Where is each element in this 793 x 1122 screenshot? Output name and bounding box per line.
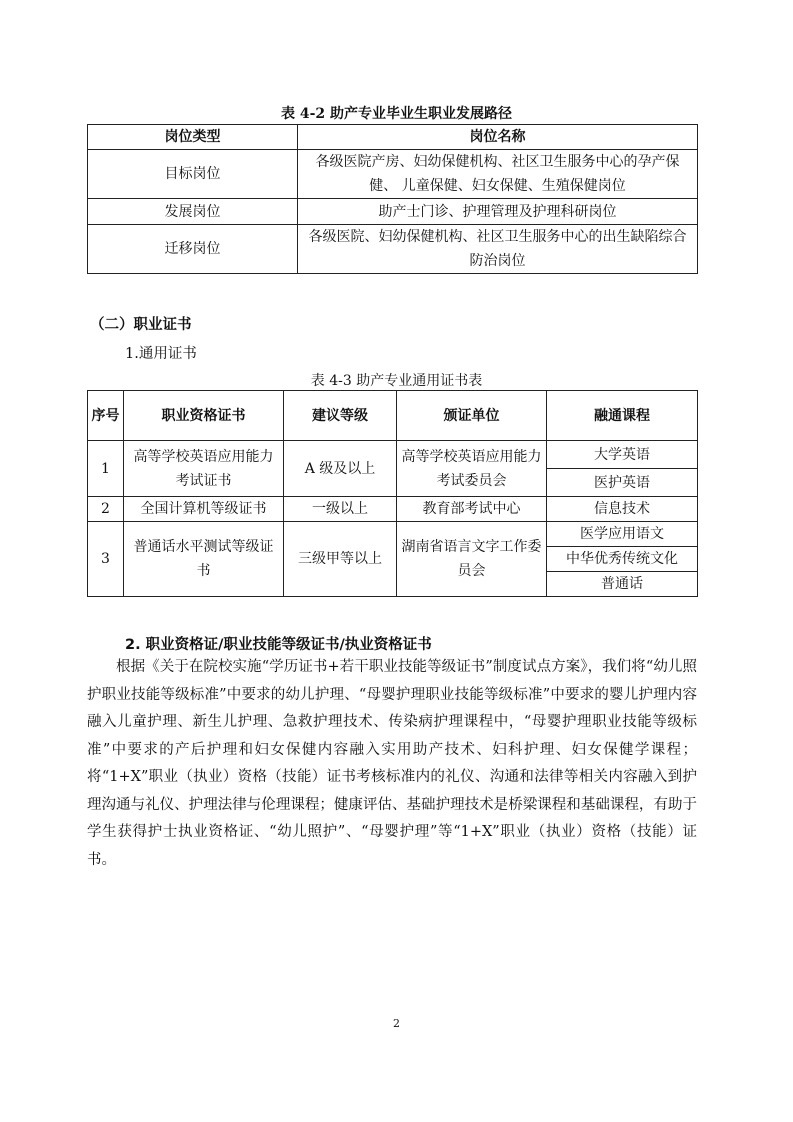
position-type: 目标岗位 bbox=[88, 150, 298, 199]
table-4-3 bbox=[87, 390, 698, 597]
header-level: 建议等级 bbox=[284, 391, 397, 441]
header-cert: 职业资格证书 bbox=[124, 391, 284, 441]
table-row bbox=[88, 522, 698, 547]
table-row bbox=[88, 225, 698, 274]
row-cert: 高等学校英语应用能力考试证书 bbox=[124, 441, 284, 497]
row-course: 中华优秀传统文化 bbox=[547, 547, 698, 572]
table-row bbox=[88, 150, 698, 199]
row-course: 医护英语 bbox=[547, 469, 698, 497]
row-level: 三级甲等以上 bbox=[284, 522, 397, 597]
row-issuer: 教育部考试中心 bbox=[397, 497, 547, 522]
row-no: 1 bbox=[88, 441, 124, 497]
header-courses: 融通课程 bbox=[547, 391, 698, 441]
position-name: 各级医院产房、妇幼保健机构、社区卫生服务中心的孕产保健、 儿童保健、妇女保健、生殖保健岗位 bbox=[298, 150, 698, 199]
subsection-heading-2: 2. 职业资格证/职业技能等级证书/执业资格证书 bbox=[125, 637, 432, 653]
table-4-2 bbox=[87, 124, 698, 274]
table-row bbox=[88, 441, 698, 469]
position-type: 发展岗位 bbox=[88, 199, 298, 225]
row-level: A 级及以上 bbox=[284, 441, 397, 497]
section-heading: （二）职业证书 bbox=[90, 317, 192, 333]
row-course: 医学应用语文 bbox=[547, 522, 698, 547]
row-course: 信息技术 bbox=[547, 497, 698, 522]
position-type: 迁移岗位 bbox=[88, 225, 298, 274]
row-course: 普通话 bbox=[547, 572, 698, 597]
table-4-2-caption: 表 4-2 助产专业毕业生职业发展路径 bbox=[280, 106, 513, 122]
header-no: 序号 bbox=[88, 391, 124, 441]
page-number: 2 bbox=[393, 1017, 400, 1030]
body-paragraph: 根据《关于在院校实施“学历证书+若干职业技能等级证书”制度试点方案》，我们将“幼儿照护职业技能等级标准”中要求的幼儿护理、“母婴护理职业技能等级标准”中要求的婴儿护理内容融入儿童护理、新生儿护理、急救护理技术、传染病护理课程中，“母婴护理职业技能等级标准”中要求的产后护理和妇女保健内容融入实用助产技术、妇科护理、妇女保健学课程；将“1+X”职业（执业）资格（技能）证书考核标准内的礼仪、沟通和法律等相关内容融入到护理沟通与礼仪、护理法律与伦理课程；健康评估、基础护理技术是桥梁课程和基础课程，有助于学生获得护士执业资格证、“幼儿照护”、“母婴护理”等“1+X”职业（执业）资格（技能）证书。 bbox=[87, 659, 697, 868]
row-course: 大学英语 bbox=[547, 441, 698, 469]
position-name: 助产士门诊、护理管理及护理科研岗位 bbox=[298, 199, 698, 225]
row-level: 一级以上 bbox=[284, 497, 397, 522]
row-no: 3 bbox=[88, 522, 124, 597]
table-row bbox=[88, 199, 698, 225]
header-position-name: 岗位名称 bbox=[298, 125, 698, 150]
table-row bbox=[88, 497, 698, 522]
row-issuer: 湖南省语言文字工作委员会 bbox=[397, 522, 547, 597]
row-issuer: 高等学校英语应用能力考试委员会 bbox=[397, 441, 547, 497]
position-name: 各级医院、妇幼保健机构、社区卫生服务中心的出生缺陷综合防治岗位 bbox=[298, 225, 698, 274]
header-position-type: 岗位类型 bbox=[88, 125, 298, 150]
row-no: 2 bbox=[88, 497, 124, 522]
row-cert: 全国计算机等级证书 bbox=[124, 497, 284, 522]
header-issuer: 颁证单位 bbox=[397, 391, 547, 441]
row-cert: 普通话水平测试等级证书 bbox=[124, 522, 284, 597]
table-4-3-caption: 表 4-3 助产专业通用证书表 bbox=[310, 373, 483, 389]
subsection-heading: 1.通用证书 bbox=[125, 346, 197, 362]
